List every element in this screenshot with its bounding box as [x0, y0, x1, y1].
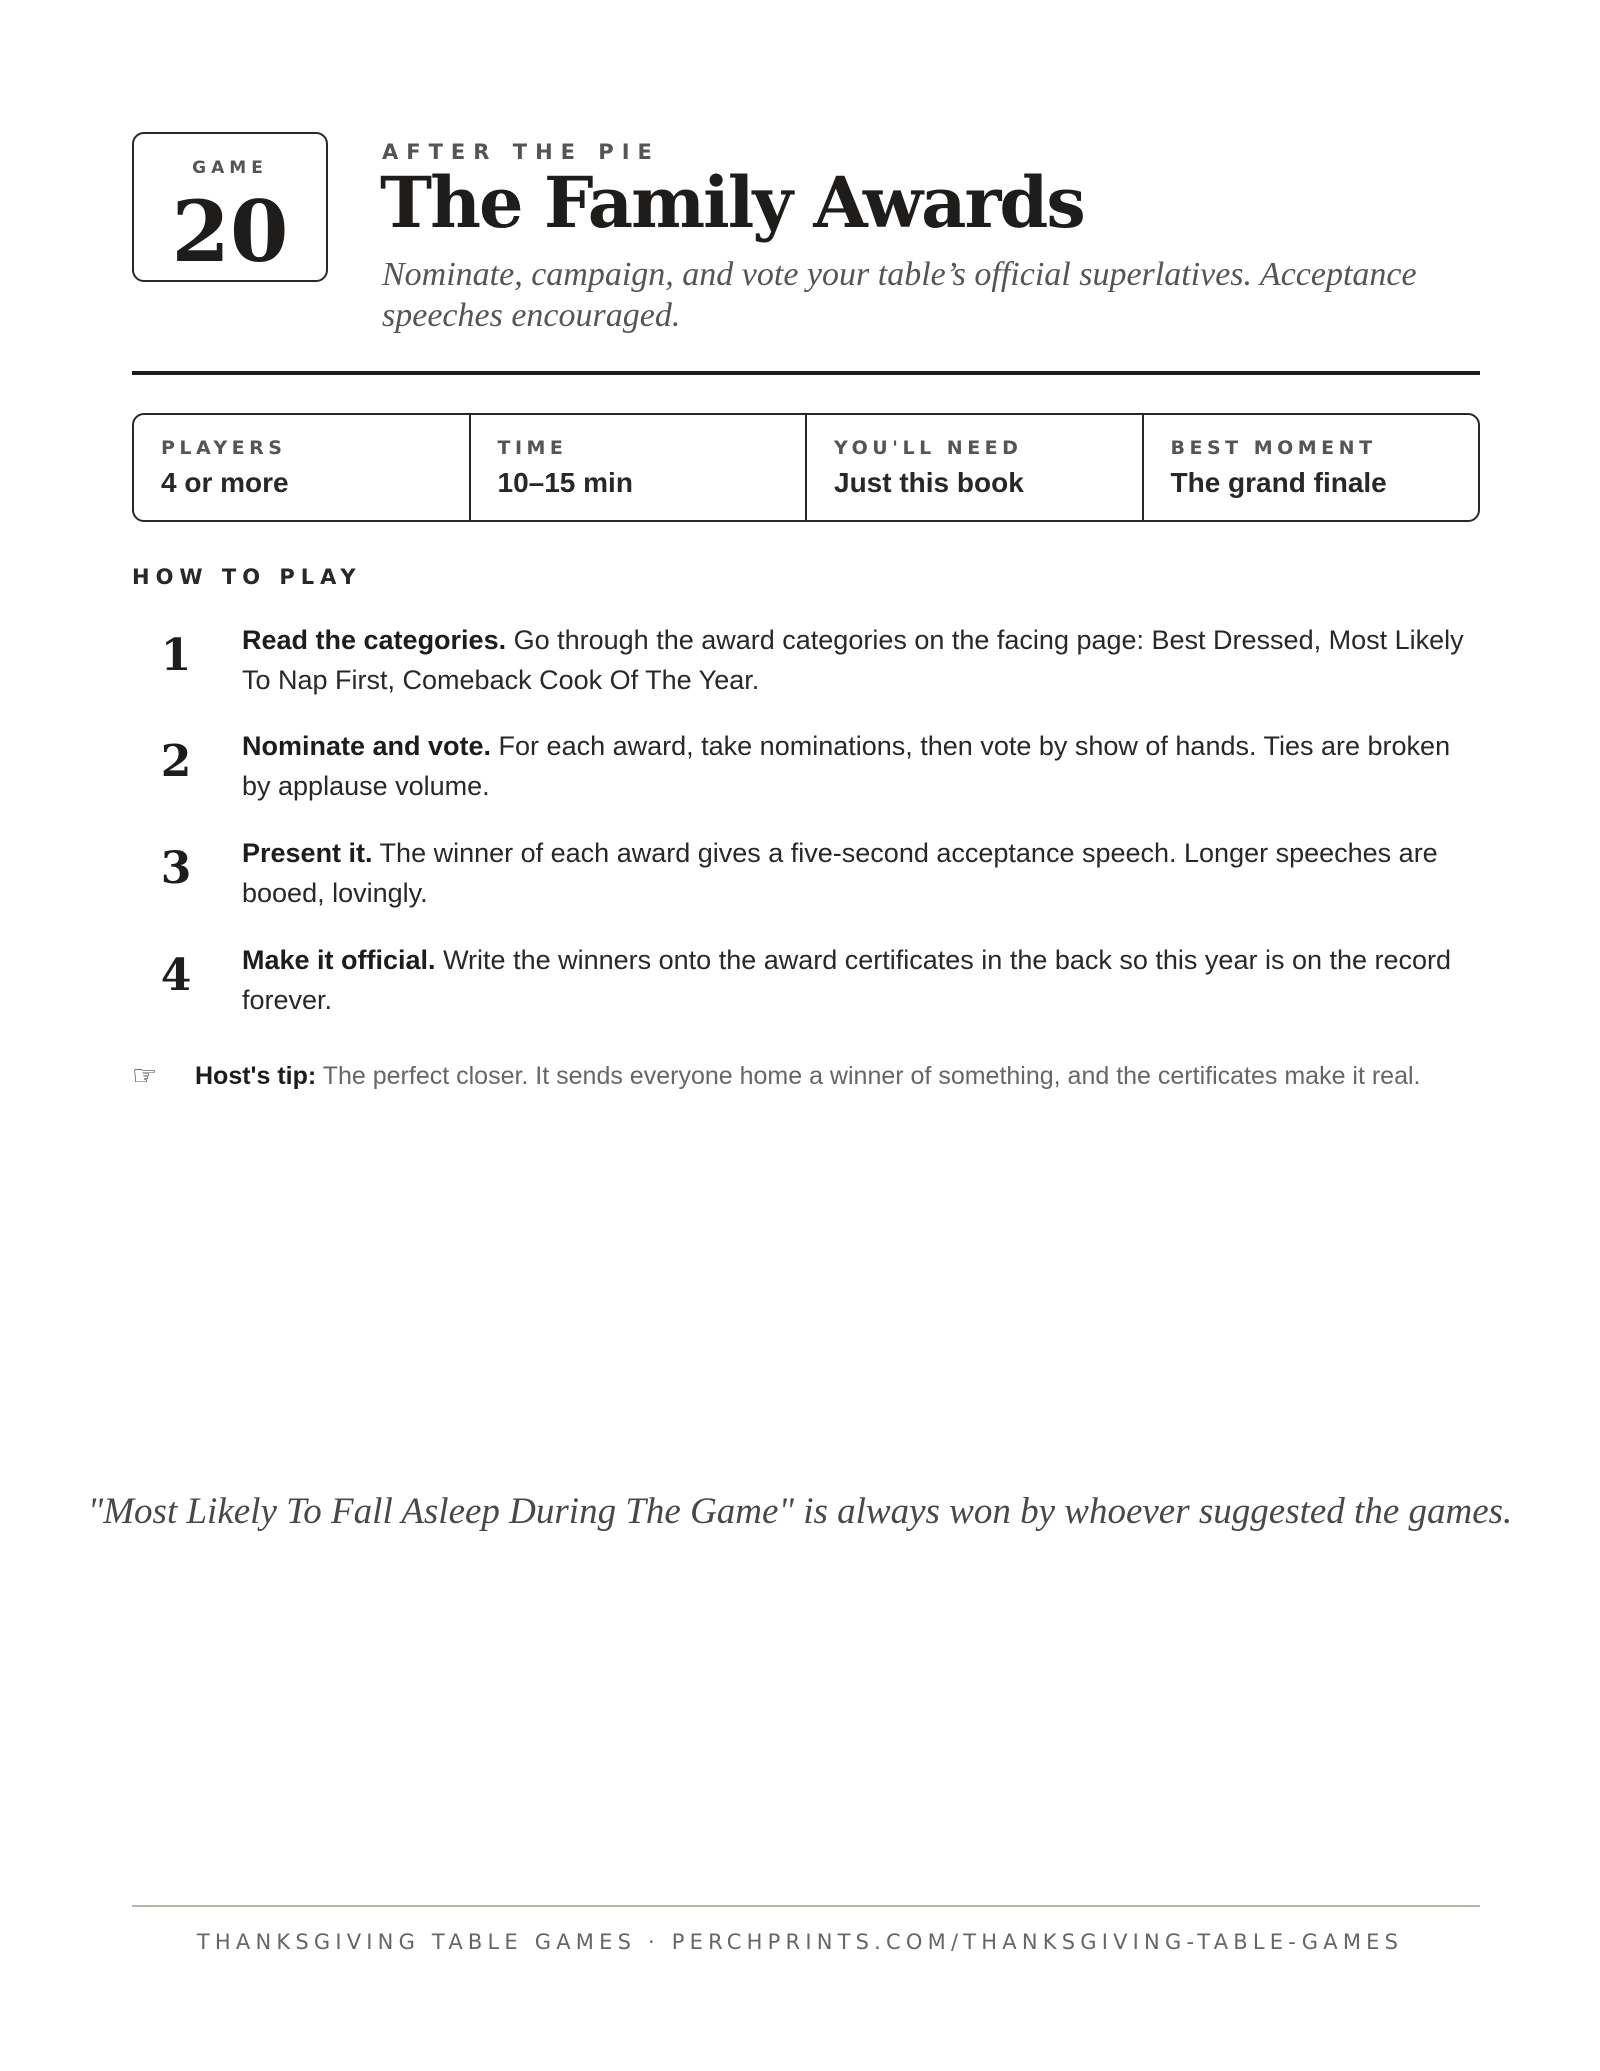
info-players: [134, 415, 471, 520]
info-needs: [807, 415, 1144, 520]
step-number: 2: [160, 736, 192, 787]
info-label: TIME: [497, 437, 568, 459]
step-number: 4: [160, 950, 192, 1001]
step-lead: Present it.: [242, 838, 373, 868]
info-box: [132, 413, 1480, 522]
step-text: [242, 833, 1482, 913]
game-number: 20: [171, 182, 289, 281]
step-4: [132, 940, 1480, 1030]
step-1: [132, 620, 1480, 710]
step-text: [242, 940, 1482, 1020]
info-time: [471, 415, 808, 520]
page-footer: THANKSGIVING TABLE GAMES · PERCHPRINTS.COM/THANKSGIVING-TABLE-GAMES: [196, 1930, 1404, 1954]
section-eyebrow: AFTER THE PIE: [382, 140, 660, 164]
step-lead: Read the categories.: [242, 625, 507, 655]
info-best-moment: [1144, 415, 1479, 520]
tip-body: The perfect closer. It sends everyone home a winner of something, and the certificates make it real.: [316, 1062, 1421, 1090]
page-title: The Family Awards: [380, 161, 1084, 244]
game-number-box: [132, 132, 328, 282]
step-2: [132, 726, 1480, 816]
info-value: 4 or more: [161, 467, 289, 498]
step-number: 1: [160, 630, 192, 681]
info-label: YOU'LL NEED: [834, 437, 1023, 459]
step-body: For each award, take nominations, then vote by show of hands. Ties are broken by applause volume.: [242, 731, 1451, 801]
page-subtitle: Nominate, campaign, and vote your table’s official superlatives. Acceptance speeches encouraged.: [382, 256, 1417, 334]
info-value: 10–15 min: [497, 467, 633, 498]
pointing-hand-icon: ☞: [132, 1059, 158, 1092]
how-to-play-heading: HOW TO PLAY: [132, 565, 362, 589]
info-value: The grand finale: [1170, 467, 1387, 498]
step-number: 3: [160, 843, 192, 894]
game-label: GAME: [192, 158, 268, 178]
tip-text: [195, 1057, 1485, 1096]
step-body: Write the winners onto the award certificates in the back so this year is on the record forever.: [242, 945, 1452, 1015]
step-body: The winner of each award gives a five-second acceptance speech. Longer speeches are booed, lovingly.: [242, 838, 1438, 908]
footer-divider: [132, 1905, 1480, 1907]
step-body: Go through the award categories on the facing page: Best Dressed, Most Likely To Nap First, Comeback Cook Of The Year.: [242, 625, 1464, 695]
step-lead: Nominate and vote.: [242, 731, 492, 761]
step-text: [242, 726, 1482, 806]
info-label: PLAYERS: [161, 437, 287, 459]
pull-quote: "Most Likely To Fall Asleep During The Game" is always won by whoever suggested the games.: [87, 1491, 1513, 1532]
step-lead: Make it official.: [242, 945, 436, 975]
header-divider: [132, 371, 1480, 375]
info-label: BEST MOMENT: [1170, 437, 1377, 459]
info-value: Just this book: [834, 467, 1024, 498]
step-3: [132, 833, 1480, 923]
step-text: [242, 620, 1482, 700]
tip-label: Host's tip:: [195, 1062, 317, 1090]
